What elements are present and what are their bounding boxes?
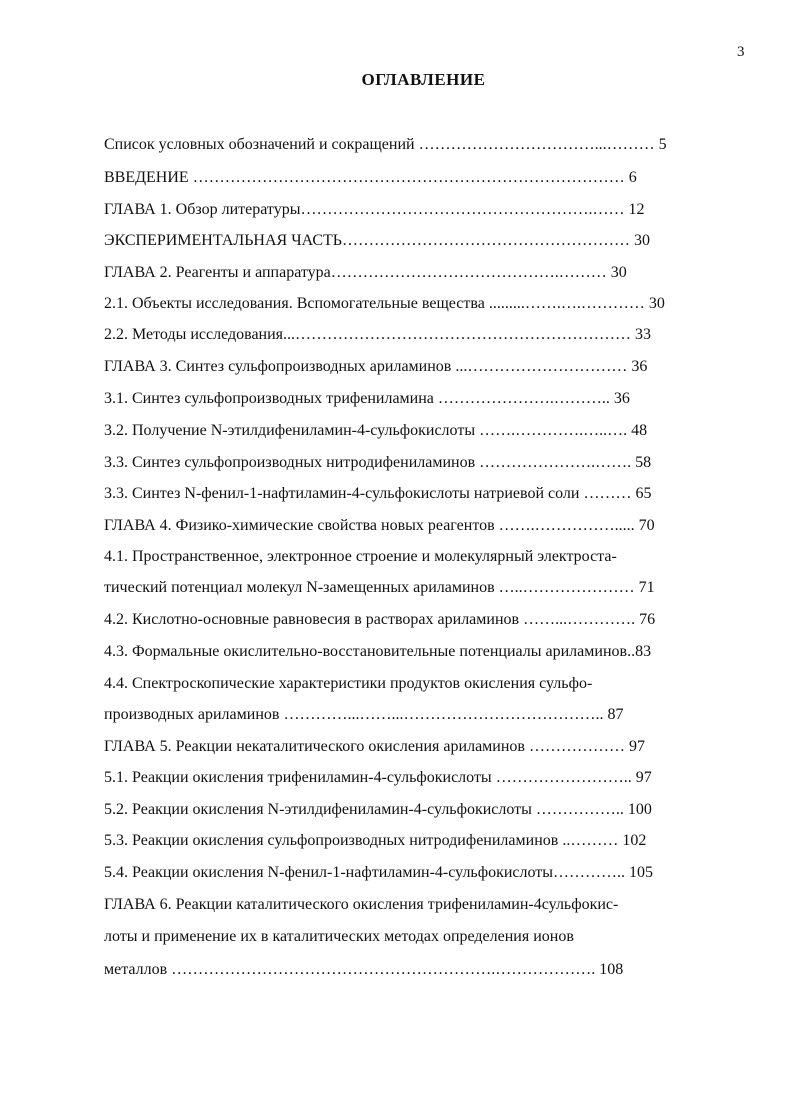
toc-text: металлов	[104, 961, 172, 978]
toc-text: ВВЕДЕНИЕ	[104, 169, 193, 186]
toc-line	[104, 768, 652, 788]
toc-page: 97	[635, 769, 652, 786]
toc-page: 58	[635, 454, 652, 471]
toc-dots: ……………………………...………	[418, 136, 659, 153]
toc-text: 4.4. Спектроскопические характеристики продуктов окисления сульфо-	[104, 675, 593, 692]
toc-line	[104, 705, 623, 725]
toc-line	[104, 895, 618, 915]
toc-line	[104, 642, 651, 662]
toc-dots: ..………	[562, 832, 623, 849]
toc-text: 3.2. Получение N-этилдифениламин-4-сульфокислоты	[104, 422, 480, 439]
toc-dots: ………………	[528, 738, 629, 755]
toc-dots: …………………………………………………….……………….	[171, 961, 600, 978]
toc-line	[104, 484, 651, 504]
toc-dots: …….………….…..….	[479, 422, 632, 439]
toc-text: 5.4. Реакции окисления N-фенил-1-нафтиламин-4-сульфокислоты	[104, 864, 554, 881]
toc-line	[104, 960, 623, 980]
toc-text: ГЛАВА 6. Реакции каталитического окисления трифениламин-4сульфокис-	[104, 896, 619, 913]
toc-page: 71	[638, 579, 655, 596]
toc-page: 6	[628, 169, 637, 186]
toc-text: 2.1. Объекты исследования. Вспомогательные вещества	[104, 295, 489, 312]
toc-text: ГЛАВА 4. Физико-химические свойства новых реагентов	[104, 517, 499, 534]
toc-page: 102	[622, 832, 647, 849]
toc-dots: ………………………………………………	[341, 232, 634, 249]
page-title: ОГЛАВЛЕНИЕ	[361, 70, 486, 89]
toc-page: 83	[635, 643, 652, 660]
toc-text: 4.3. Формальные окислительно-восстановительные потенциалы ариламинов	[104, 643, 628, 660]
toc-line	[104, 325, 651, 345]
toc-line	[104, 231, 650, 251]
toc-line	[104, 831, 646, 851]
toc-line	[104, 453, 651, 473]
toc-page: 12	[628, 201, 645, 218]
toc-text: производных ариламинов	[104, 706, 284, 723]
toc-text: 4.1. Пространственное, электронное строение и молекулярный электроста-	[104, 548, 617, 565]
toc-page: 36	[631, 358, 648, 375]
toc-page: 33	[635, 326, 652, 343]
toc-page: 105	[629, 864, 654, 881]
toc-dots: ……………..	[535, 801, 628, 818]
toc-line	[104, 357, 647, 377]
toc-dots: ..	[627, 643, 636, 660]
toc-line	[104, 200, 644, 220]
toc-line	[104, 294, 665, 314]
toc-text: 5.3. Реакции окисления сульфопроизводных нитродифениламинов	[104, 832, 563, 849]
toc-line	[104, 610, 655, 630]
toc-text: ЭКСПЕРИМЕНТАЛЬНАЯ ЧАСТЬ	[104, 232, 342, 249]
toc-text: ГЛАВА 2. Реагенты и аппаратура	[104, 264, 331, 281]
toc-dots: ………………….…….	[479, 454, 636, 471]
toc-page: 100	[627, 801, 652, 818]
toc-page: 36	[613, 390, 630, 407]
toc-line	[104, 800, 652, 820]
toc-text: ГЛАВА 5. Реакции некаталитического окисления ариламинов	[104, 738, 529, 755]
toc-text: 5.1. Реакции окисления трифениламин-4-сульфокислоты	[104, 769, 496, 786]
toc-dots: …….…………….....	[498, 517, 639, 534]
toc-dots: ...………………………………………………………	[283, 326, 636, 343]
toc-text: Список условных обозначений и сокращений	[104, 136, 419, 153]
page-number: 3	[737, 44, 745, 60]
toc-page: 87	[607, 706, 624, 723]
toc-dots: …..…………………	[498, 579, 639, 596]
toc-dots: .........…….….…………	[488, 295, 649, 312]
toc-dots: ……………………..	[495, 769, 636, 786]
toc-page: 30	[648, 295, 665, 312]
toc-page: 108	[599, 961, 624, 978]
toc-text: тический потенциал молекул N-замещенных ариламинов	[104, 579, 499, 596]
toc-text: 3.1. Синтез сульфопроизводных трифениламина	[104, 390, 438, 407]
toc-line	[104, 168, 637, 188]
toc-page: 30	[610, 264, 627, 281]
toc-text: 5.2. Реакции окисления N-этилдифениламин-4-сульфокислоты	[104, 801, 536, 818]
toc-text: лоты и применение их в каталитических методах определения ионов	[104, 928, 574, 945]
toc-dots: …………...……...………………………………..	[283, 706, 608, 723]
toc-dots: ………	[583, 485, 636, 502]
toc-line	[104, 547, 617, 567]
toc-dots: ……...………….	[523, 611, 640, 628]
toc-line	[104, 578, 655, 598]
toc-page: 70	[638, 517, 655, 534]
toc-line	[104, 263, 627, 283]
toc-page: 5	[658, 136, 667, 153]
toc-dots: …………..	[553, 864, 630, 881]
toc-dots: …………………………………….………	[330, 264, 611, 281]
toc-page: 48	[631, 422, 648, 439]
toc-line	[104, 389, 630, 409]
toc-line	[104, 421, 647, 441]
toc-line	[104, 135, 667, 155]
toc-line	[104, 863, 653, 883]
toc-line	[104, 927, 574, 947]
toc-dots: ………………………………………………………………………	[192, 169, 629, 186]
toc-page: 97	[628, 738, 645, 755]
toc-text: ГЛАВА 3. Синтез сульфопроизводных ариламинов	[104, 358, 456, 375]
toc-line	[104, 674, 592, 694]
toc-dots: ………………….………..	[437, 390, 614, 407]
toc-text: 2.2. Методы исследования	[104, 326, 284, 343]
toc-text: 4.2. Кислотно-основные равновесия в растворах ариламинов	[104, 611, 524, 628]
toc-page: 76	[639, 611, 656, 628]
toc-line	[104, 516, 655, 536]
toc-dots: ...…………………………	[455, 358, 632, 375]
toc-page: 65	[635, 485, 652, 502]
toc-page: 30	[633, 232, 650, 249]
toc-line	[104, 737, 645, 757]
toc-text: 3.3. Синтез сульфопроизводных нитродифениламинов	[104, 454, 480, 471]
toc-dots: ……………………………………………….……	[300, 201, 629, 218]
toc-text: ГЛАВА 1. Обзор литературы	[104, 201, 301, 218]
toc-text: 3.3. Синтез N-фенил-1-нафтиламин-4-сульфокислоты натриевой соли	[104, 485, 584, 502]
